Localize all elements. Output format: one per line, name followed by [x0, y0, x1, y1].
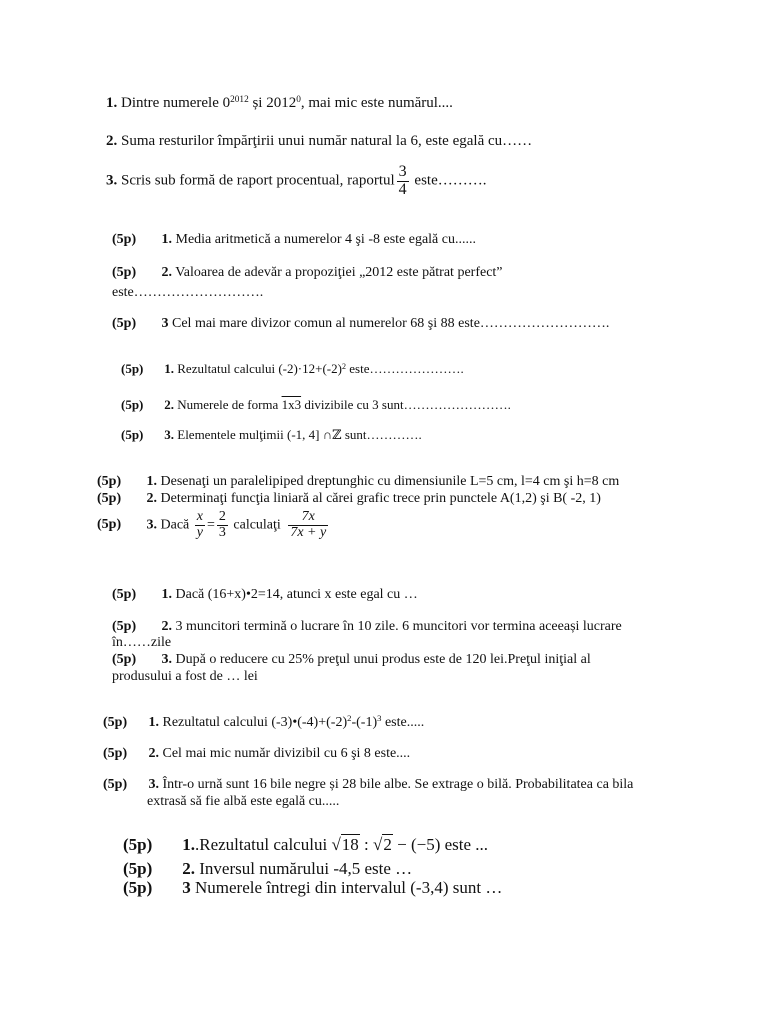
fraction-denominator: y	[196, 524, 203, 540]
question-text: Dacă (16+x)•2=14, atunci x este egal cu …	[175, 587, 418, 602]
question-text: Elementele mulţimii (-1, 4] ∩ℤ sunt………….	[177, 427, 422, 442]
points-label: (5p)	[97, 517, 122, 533]
exponent: 0	[296, 94, 301, 105]
points-label: (5p)	[97, 474, 122, 489]
question-text: Inversul numărului -4,5 este …	[199, 859, 413, 878]
question-number: 2.	[146, 491, 157, 506]
question-number: 3.	[164, 427, 174, 442]
fraction-numerator: 7x	[301, 509, 315, 524]
s1-q2	[106, 134, 532, 149]
s5-q2	[112, 620, 622, 634]
fraction-2-over-3	[217, 510, 228, 540]
points-label: (5p)	[112, 232, 137, 247]
points-label: (5p)	[123, 835, 153, 854]
question-text: Într-o urnă sunt 16 bile negre și 28 bile albe. Se extrage o bilă. Probabilitatea ca bila	[162, 777, 634, 792]
fraction-denominator: 4	[398, 180, 407, 198]
question-text: .Rezultatul calcului	[195, 835, 332, 854]
s6-q3-continuation: extrasă să fie albă este egală cu.....	[147, 794, 340, 809]
question-text: Suma resturilor împărţirii unui număr natural la 6, este egală cu……	[121, 133, 533, 149]
question-number: 1.	[146, 474, 157, 489]
question-text: -(-1)	[351, 715, 378, 730]
question-text: Desenaţi un paralelipiped dreptunghic cu dimensiunile L=5 cm, l=4 cm şi h=8 cm	[160, 474, 620, 489]
question-text: , mai mic este numărul....	[300, 95, 453, 111]
question-text: este………………….	[346, 361, 464, 376]
radicand: 2	[383, 835, 392, 854]
question-number: 3	[161, 316, 169, 331]
exponent: 2	[341, 361, 346, 371]
question-text: Dacă	[160, 517, 190, 533]
points-label: (5p)	[103, 746, 128, 761]
s5-q3-continuation: produsului a fost de … lei	[112, 669, 258, 684]
question-number: 1.	[164, 361, 174, 376]
points-label: (5p)	[123, 878, 153, 897]
question-text: Media aritmetică a numerelor 4 şi -8 este egală cu......	[175, 232, 476, 247]
question-number: 3.	[148, 777, 159, 792]
question-text: divizibile cu 3 sunt…………………….	[301, 397, 511, 412]
s6-q2	[103, 747, 410, 761]
points-label: (5p)	[112, 652, 137, 667]
s3-q2	[121, 398, 511, 411]
s7-q2	[123, 860, 412, 877]
exponent: 2	[347, 713, 352, 724]
points-label: (5p)	[121, 361, 144, 376]
points-label: (5p)	[121, 397, 144, 412]
question-text: Dintre numerele 0	[121, 95, 231, 111]
square-root: √18	[331, 835, 359, 854]
fraction-x-over-y	[195, 510, 205, 540]
exponent: 3	[377, 713, 382, 724]
fraction-numerator: 3	[398, 163, 407, 180]
question-text: Scris sub formă de raport procentual, raportul	[121, 172, 395, 189]
points-label: (5p)	[112, 316, 137, 331]
question-number: 2.	[161, 619, 172, 634]
question-text: Rezultatul calcului (-2)·12+(-2)	[177, 361, 342, 376]
fraction	[397, 164, 409, 199]
s6-q1	[103, 713, 425, 730]
question-number: 3.	[146, 517, 157, 533]
fraction-denominator: 7x + y	[290, 524, 327, 540]
exponent: 2012	[230, 94, 249, 105]
fraction-numerator: 2	[218, 509, 226, 524]
question-text: este.....	[381, 715, 425, 730]
s4-q2	[97, 492, 601, 506]
question-text: Numerele de forma	[177, 397, 282, 412]
question-text: Cel mai mare divizor comun al numerelor 68 şi 88 este……………………….	[172, 316, 610, 331]
s6-q3	[103, 778, 633, 792]
fraction-denominator: 3	[218, 524, 226, 540]
question-number: 3.	[106, 172, 118, 189]
s5-q2-continuation: în……zile	[112, 635, 172, 650]
s1-q1	[106, 96, 453, 111]
question-number: 1.	[148, 715, 159, 730]
question-number: 3.	[161, 652, 172, 667]
s5-q3	[112, 653, 591, 667]
question-text: și 2012	[248, 95, 297, 111]
question-number: 1.	[182, 835, 195, 854]
points-label: (5p)	[112, 265, 137, 280]
question-number: 2.	[182, 859, 195, 878]
question-number: 2.	[148, 746, 159, 761]
question-text: Numerele întregi din intervalul (-3,4) sunt …	[195, 878, 503, 897]
points-label: (5p)	[97, 491, 122, 506]
s2-q3	[112, 317, 609, 331]
question-number: 1.	[161, 587, 172, 602]
points-label: (5p)	[103, 777, 128, 792]
s3-q1	[121, 362, 464, 375]
question-text: Cel mai mic număr divizibil cu 6 şi 8 este....	[162, 746, 411, 761]
points-label: (5p)	[112, 619, 137, 634]
s4-q1	[97, 475, 619, 489]
equals-sign: =	[206, 517, 215, 533]
s3-q3	[121, 428, 422, 441]
square-root: √2	[373, 835, 392, 854]
s4-q3	[97, 510, 330, 540]
question-text: − (−5) este ...	[392, 835, 489, 854]
question-number: 2.	[161, 265, 172, 280]
question-number: 1.	[161, 232, 172, 247]
question-text: Valoarea de adevăr a propoziţiei „2012 este pătrat perfect”	[175, 265, 503, 280]
s2-q2	[112, 266, 503, 280]
overlined-number: 1x3	[281, 397, 302, 412]
points-label: (5p)	[121, 427, 144, 442]
fraction-7x-over-7x-plus-y	[288, 510, 328, 540]
question-text: Rezultatul calcului (-3)•(-4)+(-2)	[162, 715, 348, 730]
question-number: 2.	[164, 397, 174, 412]
points-label: (5p)	[112, 587, 137, 602]
s7-q3	[123, 879, 502, 896]
question-number: 2.	[106, 133, 118, 149]
division-sign: :	[359, 835, 374, 854]
question-text: Determinaţi funcţia liniară al cărei grafic trece prin punctele A(1,2) şi B( -2, 1)	[160, 491, 601, 506]
question-text: este……….	[410, 172, 487, 189]
s2-q1	[112, 233, 476, 247]
question-text: calculaţi	[233, 517, 281, 533]
question-number: 1.	[106, 95, 118, 111]
points-label: (5p)	[103, 715, 128, 730]
question-text: 3 muncitori termină o lucrare în 10 zile. 6 muncitori vor termina aceeași lucrare	[175, 619, 622, 634]
question-number: 3	[182, 878, 191, 897]
points-label: (5p)	[123, 859, 153, 878]
question-text: După o reducere cu 25% preţul unui produs este de 120 lei.Preţul iniţial al	[175, 652, 591, 667]
s7-q1	[123, 836, 488, 853]
s5-q1	[112, 588, 418, 602]
s2-q2-continuation: este……………………….	[112, 285, 264, 300]
radicand: 18	[341, 835, 359, 854]
s1-q3	[106, 164, 487, 199]
fraction-numerator: x	[196, 509, 203, 524]
